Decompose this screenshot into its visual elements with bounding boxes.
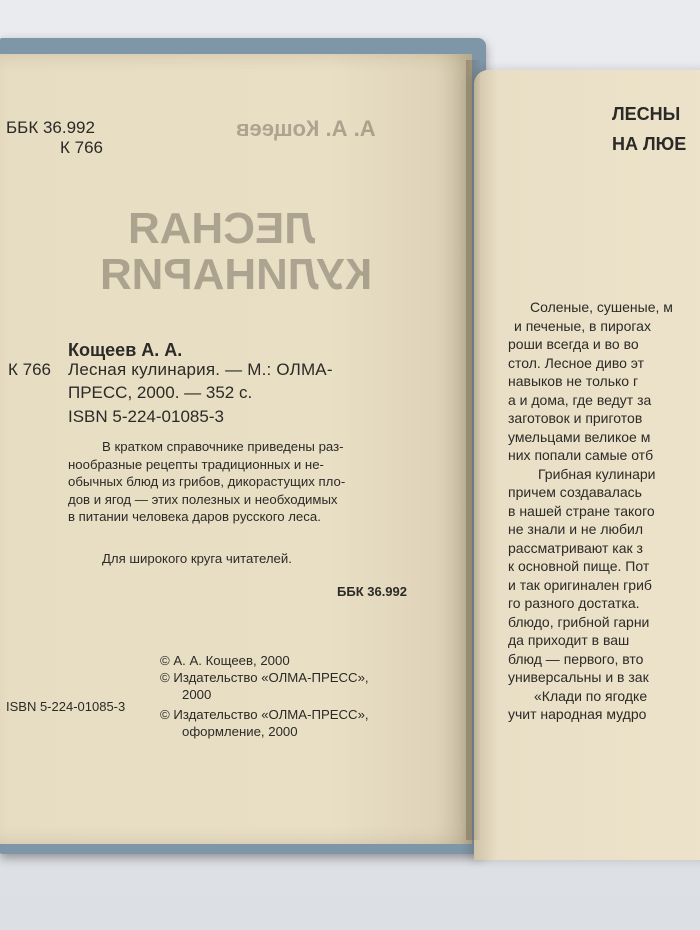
isbn: ISBN 5-224-01085-3 bbox=[68, 407, 224, 426]
copyright-design bbox=[160, 706, 369, 740]
right-line: стол. Лесное диво эт bbox=[508, 354, 645, 371]
right-line: умельцами великое м bbox=[508, 428, 651, 445]
right-line: к основной пище. Пот bbox=[508, 558, 650, 574]
right-line: причем создавалась bbox=[508, 484, 642, 500]
right-line: и так оригинален гриб bbox=[508, 576, 652, 593]
book-gutter bbox=[466, 60, 480, 840]
right-line: и печеные, в пирогах bbox=[514, 317, 651, 334]
right-line: Соленые, сушеные, м bbox=[530, 299, 673, 315]
right-line: не знали и не любил bbox=[508, 521, 644, 537]
copyright-design-year: оформление, 2000 bbox=[182, 724, 298, 739]
abstract-line: дов и ягод — этих полезных и необходимых bbox=[68, 491, 338, 507]
copyright-publisher-year: 2000 bbox=[182, 687, 212, 702]
right-line: в нашей стране такого bbox=[508, 502, 655, 519]
show-through-title-1: ЛЕСНАЯ bbox=[128, 204, 316, 253]
bbk-code-bottom: ББК 36.992 bbox=[337, 584, 407, 599]
right-line: «Клади по ягодке bbox=[534, 687, 648, 704]
abstract-line: В кратком справочнике приведены раз- bbox=[102, 439, 344, 454]
right-line: них попали самые отб bbox=[508, 447, 654, 463]
copyright-publisher bbox=[160, 669, 369, 703]
copyright-author: © А. А. Кощеев, 2000 bbox=[160, 653, 290, 668]
right-line: роши всегда и во во bbox=[508, 336, 639, 352]
right-body-text bbox=[508, 298, 673, 724]
right-title-line-2: НА ЛЮЕ bbox=[612, 134, 687, 154]
right-line: а и дома, где ведут за bbox=[508, 391, 652, 408]
isbn-bottom: ISBN 5-224-01085-3 bbox=[6, 699, 126, 714]
k-code-top: К 766 bbox=[60, 138, 103, 157]
right-line: заготовок и приготов bbox=[508, 410, 643, 426]
right-line: Грибная кулинари bbox=[538, 465, 656, 482]
copyright-design-line: © Издательство «ОЛМА-ПРЕСС», bbox=[160, 707, 369, 722]
abstract-line: в питании человека даров русского леса. bbox=[68, 509, 321, 525]
right-title-line-1: ЛЕСНЫ bbox=[612, 104, 681, 124]
abstract-line: нообразные рецепты традиционных и не- bbox=[68, 456, 324, 472]
catalog-line-2: ПРЕСС, 2000. — 352 с. bbox=[68, 383, 253, 402]
show-through-title-2: КУЛИНАРИЯ bbox=[100, 250, 373, 299]
right-line: да приходит в ваш bbox=[508, 632, 630, 648]
copyright-publisher-line: © Издательство «ОЛМА-ПРЕСС», bbox=[160, 670, 369, 685]
right-line: го разного достатка. bbox=[508, 595, 640, 611]
bbk-code-top: ББК 36.992 bbox=[6, 118, 95, 137]
right-line: блюдо, грибной гарни bbox=[508, 613, 650, 630]
abstract bbox=[68, 438, 345, 526]
k-code: К 766 bbox=[8, 360, 51, 379]
readers-note: Для широкого круга читателей. bbox=[102, 551, 292, 566]
catalog-line-1: Лесная кулинария. — М.: ОЛМА- bbox=[68, 360, 333, 379]
right-line: навыков не только г bbox=[508, 373, 639, 389]
abstract-line: обычных блюд из грибов, дикорастущих пло- bbox=[68, 474, 346, 490]
show-through-author: А. А. Кощеев bbox=[236, 116, 376, 141]
author-name: Кощеев А. А. bbox=[68, 340, 183, 360]
right-line: учит народная мудро bbox=[508, 706, 647, 722]
right-line: универсальны и в зак bbox=[508, 669, 649, 685]
right-line: блюд — первого, вто bbox=[508, 650, 644, 667]
right-line: рассматривают как з bbox=[508, 539, 643, 556]
